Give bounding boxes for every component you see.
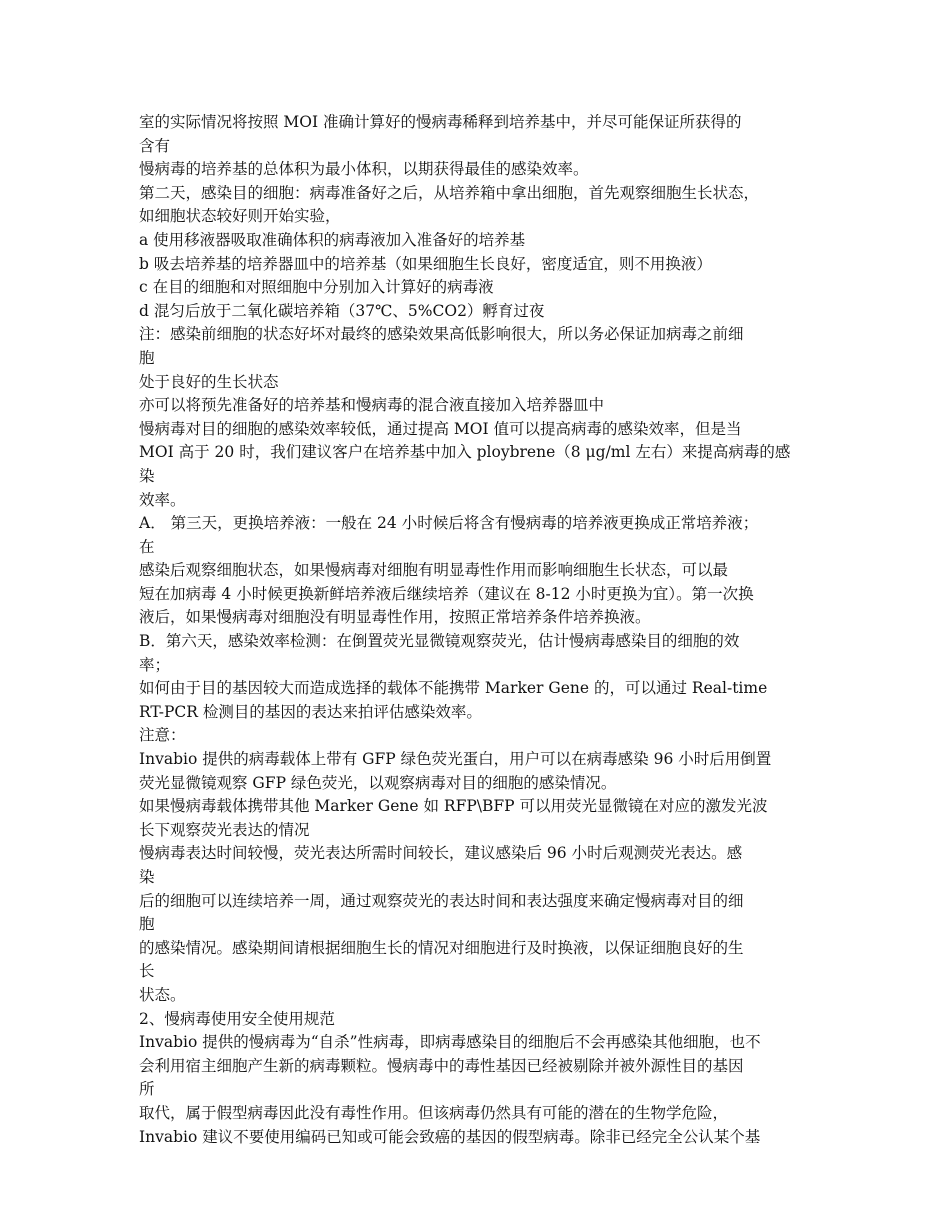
text-line: 慢病毒表达时间较慢，荧光表达所需时间较长，建议感染后 96 小时后观测荧光表达。感 <box>139 844 743 863</box>
text-line: 如细胞状态较好则开始实验， <box>139 207 341 226</box>
text-line: 感染后观察细胞状态，如果慢病毒对细胞有明显毒性作用而影响细胞生长状态，可以最 <box>139 561 729 580</box>
text-line: B．第六天，感染效率检测：在倒置荧光显微镜观察荧光，估计慢病毒感染目的细胞的效 <box>139 632 740 651</box>
text-line: 胞 <box>139 348 155 367</box>
section-heading: 2、慢病毒使用安全使用规范 <box>139 1009 335 1028</box>
text-line: 如果慢病毒载体携带其他 Marker Gene 如 RFP\BFP 可以用荧光显微镜在对应的激发光波 <box>139 797 768 816</box>
document-body <box>139 111 829 1149</box>
text-line: 胞 <box>139 915 155 934</box>
text-line: 染 <box>139 868 155 886</box>
text-line: RT-PCR 检测目的基因的表达来拍评估感染效率。 <box>139 702 482 721</box>
text-line: a 使用移液器吸取准确体积的病毒液加入准备好的培养基 <box>139 230 526 249</box>
text-line: 所 <box>139 1080 155 1099</box>
text-line: 率； <box>139 655 171 674</box>
text-line: A． 第三天，更换培养液：一般在 24 小时候后将含有慢病毒的培养液更换成正常培养液； <box>139 514 759 533</box>
text-line: 长下观察荧光表达的情况 <box>139 820 310 839</box>
text-line: 注：感染前细胞的状态好坏对最终的感染效果高低影响很大，所以务必保证加病毒之前细 <box>139 325 744 344</box>
text-line: 处于良好的生长状态 <box>139 372 279 391</box>
text-line: 状态。 <box>139 985 186 1004</box>
text-line: 长 <box>139 962 155 981</box>
text-line: 室的实际情况将按照 MOI 准确计算好的慢病毒稀释到培养基中，并尽可能保证所获得的 <box>139 113 742 131</box>
text-line: 注意： <box>139 726 186 745</box>
text-line: 染 <box>139 466 155 485</box>
text-line: Invabio 提供的病毒载体上带有 GFP 绿色荧光蛋白，用户可以在病毒感染 96 小时后用倒置 <box>139 750 772 769</box>
text-line: 效率。 <box>139 490 186 509</box>
text-line: d 混匀后放于二氧化碳培养箱（37℃、5%CO2）孵育过夜 <box>139 301 545 320</box>
text-line: 慢病毒对目的细胞的感染效率较低，通过提高 MOI 值可以提高病毒的感染效率，但是当 <box>139 419 742 438</box>
text-line: b 吸去培养基的培养器皿中的培养基（如果细胞生长良好，密度适宜，则不用换液） <box>139 254 712 273</box>
text-line: MOI 高于 20 时，我们建议客户在培养基中加入 ploybrene（8 μg/ml 左右）来提高病毒的感 <box>139 443 791 462</box>
text-line: 的感染情况。感染期间请根据细胞生长的情况对细胞进行及时换液，以保证细胞良好的生 <box>139 938 744 957</box>
text-line: 在 <box>139 537 155 556</box>
text-line: 荧光显微镜观察 GFP 绿色荧光，以观察病毒对目的细胞的感染情况。 <box>139 773 617 792</box>
text-line: 后的细胞可以连续培养一周，通过观察荧光的表达时间和表达强度来确定慢病毒对目的细 <box>139 891 744 910</box>
text-line: 第二天，感染目的细胞：病毒准备好之后，从培养箱中拿出细胞，首先观察细胞生长状态， <box>139 183 760 202</box>
text-line: 含有 <box>139 136 171 155</box>
text-line: Invabio 建议不要使用编码已知或可能会致癌的基因的假型病毒。除非已经完全公认某个基 <box>139 1127 761 1146</box>
text-line: 短在加病毒 4 小时候更换新鲜培养液后继续培养（建议在 8-12 小时更换为宜）。第一次换 <box>139 584 754 603</box>
text-line: 亦可以将预先准备好的培养基和慢病毒的混合液直接加入培养器皿中 <box>139 396 605 415</box>
text-line: 如何由于目的基因较大而造成选择的载体不能携带 Marker Gene 的，可以通过 Real-time <box>139 679 768 698</box>
text-line: Invabio 提供的慢病毒为“自杀”性病毒，即病毒感染目的细胞后不会再感染其他细胞，也不 <box>139 1033 761 1052</box>
text-line: 慢病毒的培养基的总体积为最小体积，以期获得最佳的感染效率。 <box>139 160 589 179</box>
text-line: 液后，如果慢病毒对细胞没有明显毒性作用，按照正常培养条件培养换液。 <box>139 608 651 627</box>
text-line: c 在目的细胞和对照细胞中分别加入计算好的病毒液 <box>139 278 494 297</box>
text-line: 取代，属于假型病毒因此没有毒性作用。但该病毒仍然具有可能的潜在的生物学危险， <box>139 1103 729 1122</box>
text-line: 会利用宿主细胞产生新的病毒颗粒。慢病毒中的毒性基因已经被剔除并被外源性目的基因 <box>139 1056 744 1075</box>
